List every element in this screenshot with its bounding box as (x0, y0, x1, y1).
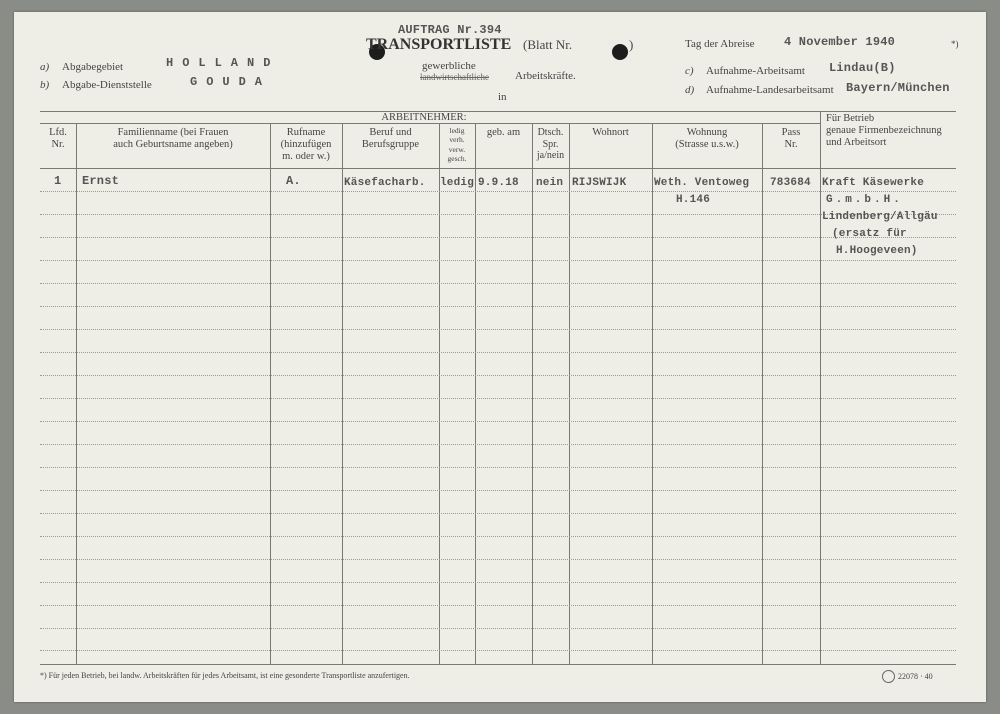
gewerbliche-label: gewerbliche (422, 60, 476, 72)
dienststelle-label: Abgabe-Dienststelle (62, 79, 152, 91)
abgabegebiet-label: Abgabegebiet (62, 61, 124, 73)
row-nr: 1 (54, 174, 62, 188)
arbeitsamt-label: Aufnahme-Arbeitsamt (706, 65, 805, 77)
auftrag-number: AUFTRAG Nr.394 (398, 23, 502, 37)
row-wohnung-line2: H.146 (676, 194, 711, 206)
row-name: Ernst (82, 174, 120, 188)
row-rufname: A. (286, 174, 301, 188)
punch-hole-right (612, 44, 628, 60)
row-rule (40, 490, 956, 491)
col-header-dtsch: Dtsch. Spr. ja/nein (536, 127, 565, 161)
row-rule (40, 513, 956, 514)
row-rule (40, 559, 956, 560)
footer-note: *) Für jeden Betrieb, bei landw. Arbeitskräften für jedes Arbeitsamt, ist eine gesonderte Transportliste anzufertigen. (40, 671, 410, 680)
blatt-label: (Blatt Nr. (523, 37, 573, 52)
label-d: d) (685, 84, 695, 96)
row-rule (40, 650, 956, 651)
label-b: b) (40, 79, 50, 91)
row-rule (40, 628, 956, 629)
col-header-stand: ledig verh. verw. gesch. (447, 126, 467, 164)
tag-label: Tag der Abreise (685, 38, 755, 50)
arbeitskraefte-label: Arbeitskräfte. (515, 70, 576, 82)
table-header-bottom (40, 168, 956, 169)
col-header-geb: geb. am (486, 127, 521, 138)
printer-mark: 22078 · 40 (898, 672, 933, 681)
landesamt-value: Bayern/München (846, 81, 950, 95)
row-rule (40, 444, 956, 445)
col-header-wohnort: Wohnort (592, 127, 629, 138)
arbeitsamt-value: Lindau(B) (829, 61, 896, 75)
row-rule (40, 329, 956, 330)
row-dtsch: nein (536, 177, 564, 189)
row-rule (40, 214, 956, 215)
betrieb-header: Für Betrieb genaue Firmenbezeichnung und Arbeitsort (826, 113, 942, 149)
row-rule (40, 352, 956, 353)
arbeitnehmer-header: ARBEITNEHMER: (381, 112, 467, 123)
row-rule (40, 398, 956, 399)
label-c: c) (685, 65, 694, 77)
col-header-wohnung: Wohnung (Strasse u.s.w.) (675, 127, 739, 151)
row-pass: 783684 (770, 177, 811, 189)
form-title: TRANSPORTLISTE (366, 36, 512, 53)
tag-value: 4 November 1940 (784, 35, 896, 49)
row-wohnort: RIJSWIJK (572, 177, 627, 189)
col-header-lfd: Lfd. Nr. (49, 127, 67, 151)
row-rule (40, 237, 956, 238)
row-stand: ledig (440, 177, 475, 189)
table-bottom-line (40, 664, 956, 665)
row-rule (40, 260, 956, 261)
row-betrieb-line3: Lindenberg/Allgäu (822, 211, 938, 223)
label-a: a) (40, 61, 50, 73)
col-header-rufname: Rufname (hinzufügen m. oder w.) (280, 127, 332, 163)
landesamt-label: Aufnahme-Landesarbeitsamt (706, 84, 834, 96)
row-betrieb-line1: Kraft Käsewerke (822, 177, 925, 189)
col-header-familienname: Familienname (bei Frauen auch Geburtsname angeben) (113, 127, 233, 151)
row-betrieb-line4: (ersatz für (832, 228, 907, 240)
row-rule (40, 467, 956, 468)
blatt-close: ) (629, 37, 634, 52)
row-rule (40, 536, 956, 537)
row-geb: 9.9.18 (478, 177, 519, 189)
row-rule (40, 283, 956, 284)
row-rule (40, 306, 956, 307)
landw-struck-label: landwirtschaftliche (420, 72, 489, 82)
row-rule (40, 605, 956, 606)
row-betrieb-line5: H.Hoogeveen) (836, 245, 918, 257)
abgabegebiet-value: HOLLAND (166, 56, 280, 70)
row-betrieb-line2: G.m.b.H. (826, 194, 903, 206)
printer-circle-icon (882, 670, 895, 683)
row-rule (40, 191, 956, 192)
dienststelle-value: GOUDA (190, 75, 272, 89)
row-rule (40, 421, 956, 422)
row-beruf: Käsefacharb. (344, 177, 426, 189)
tag-note: *) (951, 39, 959, 49)
col-header-pass: Pass Nr. (781, 127, 801, 151)
row-wohnung-line1: Weth. Ventoweg (654, 177, 750, 189)
in-label: in (498, 91, 507, 103)
row-rule (40, 582, 956, 583)
row-rule (40, 375, 956, 376)
col-header-beruf: Beruf und Berufsgruppe (361, 127, 420, 151)
transport-list-form (14, 12, 986, 702)
